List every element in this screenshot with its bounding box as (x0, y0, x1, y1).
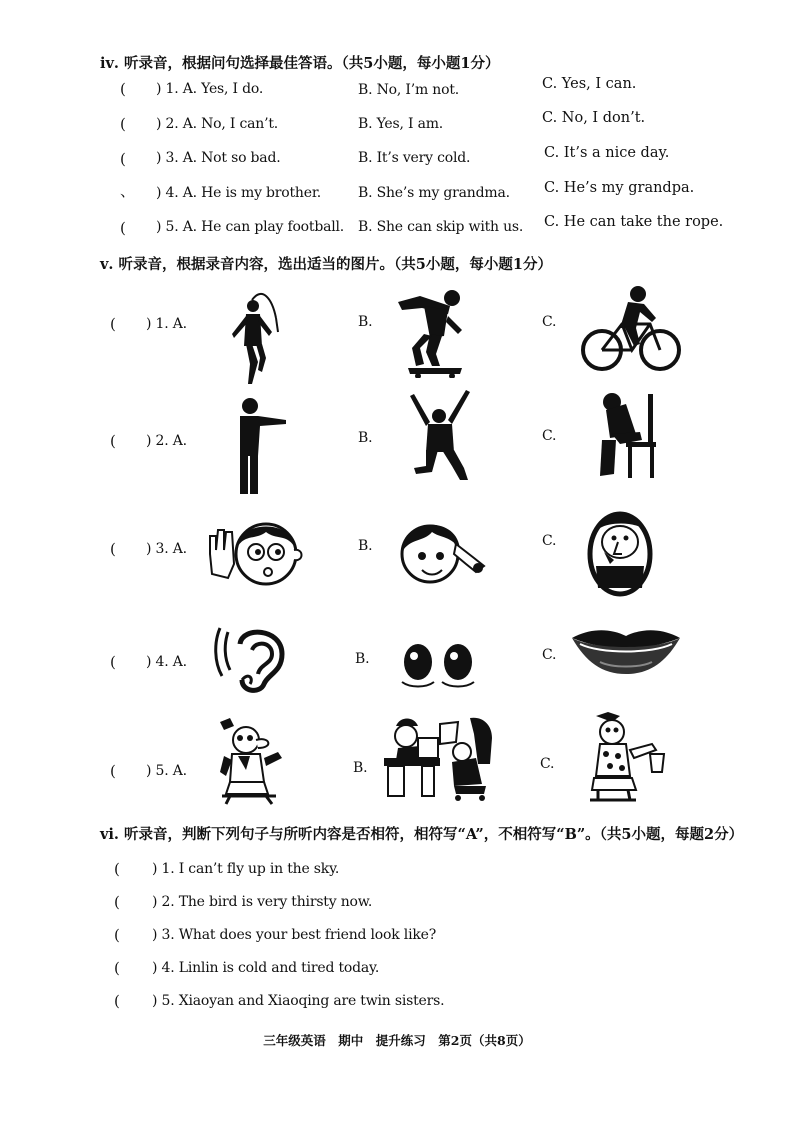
statement-text: ) 2. The bird is very thirsty now. (152, 894, 373, 910)
skateboarder-figure-icon (390, 288, 470, 378)
answer-paren: ( (114, 992, 120, 1010)
answer-paren: ( (120, 219, 126, 237)
answer-paren: ( (110, 762, 116, 780)
page-footer: 三年级英语 期中 提升练习 第2页（共8页） (263, 1033, 531, 1048)
option-a: ) 2. A. No, I can’t. (156, 116, 279, 132)
row-label: ) 5. A. (146, 763, 187, 779)
answer-paren: ( (110, 540, 116, 558)
option-a: ) 5. A. He can play football. (156, 219, 345, 235)
statement-text: ) 5. Xiaoyan and Xiaoqing are twin sisters. (152, 993, 445, 1009)
option-b-label: B. (358, 430, 373, 446)
answer-paren: 、 (120, 182, 136, 200)
answer-paren: ( (120, 150, 126, 168)
answer-paren: ( (114, 959, 120, 977)
answer-paren: ( (110, 653, 116, 671)
row-label: ) 2. A. (146, 433, 187, 449)
skipping-rope-figure-icon (222, 288, 284, 386)
stressed-man-cartoon-icon (216, 716, 286, 806)
eyes-icon (396, 642, 480, 690)
option-c-label: C. (542, 533, 557, 549)
answer-paren: ( (114, 860, 120, 878)
answer-paren: ( (114, 893, 120, 911)
jumping-kneeling-figure-icon (408, 388, 472, 484)
answer-paren: ( (110, 315, 116, 333)
statement-text: ) 1. I can’t fly up in the sky. (152, 861, 340, 877)
statement-text: ) 3. What does your best friend look like? (152, 927, 437, 943)
option-a: ) 1. A. Yes, I do. (156, 81, 264, 97)
thinking-boy-face-icon (396, 514, 488, 586)
sad-sitting-figure-icon (592, 386, 662, 480)
option-b: B. She’s my grandma. (358, 185, 510, 201)
ear-icon (212, 624, 286, 694)
option-c-label: C. (542, 428, 557, 444)
option-a: ) 4. A. He is my brother. (156, 185, 322, 201)
option-c: C. No, I don’t. (542, 110, 646, 126)
section-5-heading: ⅴ. 听录音，根据录音内容，选出适当的图片。（共5小题，每小题1分） (100, 256, 552, 273)
boy-nose-portrait-icon (584, 506, 656, 598)
option-b-label: B. (353, 760, 368, 776)
statement-text: ) 4. Linlin is cold and tired today. (152, 960, 380, 976)
answer-paren: ( (120, 80, 126, 98)
section-6-heading: ⅵ. 听录音，判断下列句子与所听内容是否相符，相符写“A”，不相符写“B”。（共5小题，每题2分） (100, 826, 744, 843)
answer-paren: ( (114, 926, 120, 944)
cyclist-figure-icon (580, 284, 682, 374)
row-label: ) 1. A. (146, 316, 187, 332)
option-b-label: B. (355, 651, 370, 667)
option-c: C. He can take the rope. (544, 214, 724, 230)
option-c: C. It’s a nice day. (544, 145, 670, 161)
option-b-label: B. (358, 538, 373, 554)
option-b: B. It’s very cold. (358, 150, 471, 166)
mouth-lips-icon (570, 626, 682, 678)
option-a: ) 3. A. Not so bad. (156, 150, 281, 166)
option-b: B. She can skip with us. (358, 219, 524, 235)
answer-paren: ( (120, 115, 126, 133)
option-b: B. Yes, I am. (358, 116, 444, 132)
row-label: ) 4. A. (146, 654, 187, 670)
row-label: ) 3. A. (146, 541, 187, 557)
option-b-label: B. (358, 314, 373, 330)
section-4-heading: ⅳ. 听录音，根据问句选择最佳答语。（共5小题，每小题1分） (100, 55, 500, 72)
option-c: C. He’s my grandpa. (544, 180, 695, 196)
option-c-label: C. (542, 314, 557, 330)
option-c-label: C. (542, 647, 557, 663)
option-c: C. Yes, I can. (542, 76, 637, 92)
pointing-man-figure-icon (228, 396, 290, 498)
surprised-boy-face-icon (206, 514, 308, 586)
answer-paren: ( (110, 432, 116, 450)
sick-man-cartoon-icon (586, 710, 670, 802)
tired-office-workers-cartoon-icon (382, 714, 496, 802)
option-b: B. No, I’m not. (358, 82, 459, 98)
option-c-label: C. (540, 756, 555, 772)
